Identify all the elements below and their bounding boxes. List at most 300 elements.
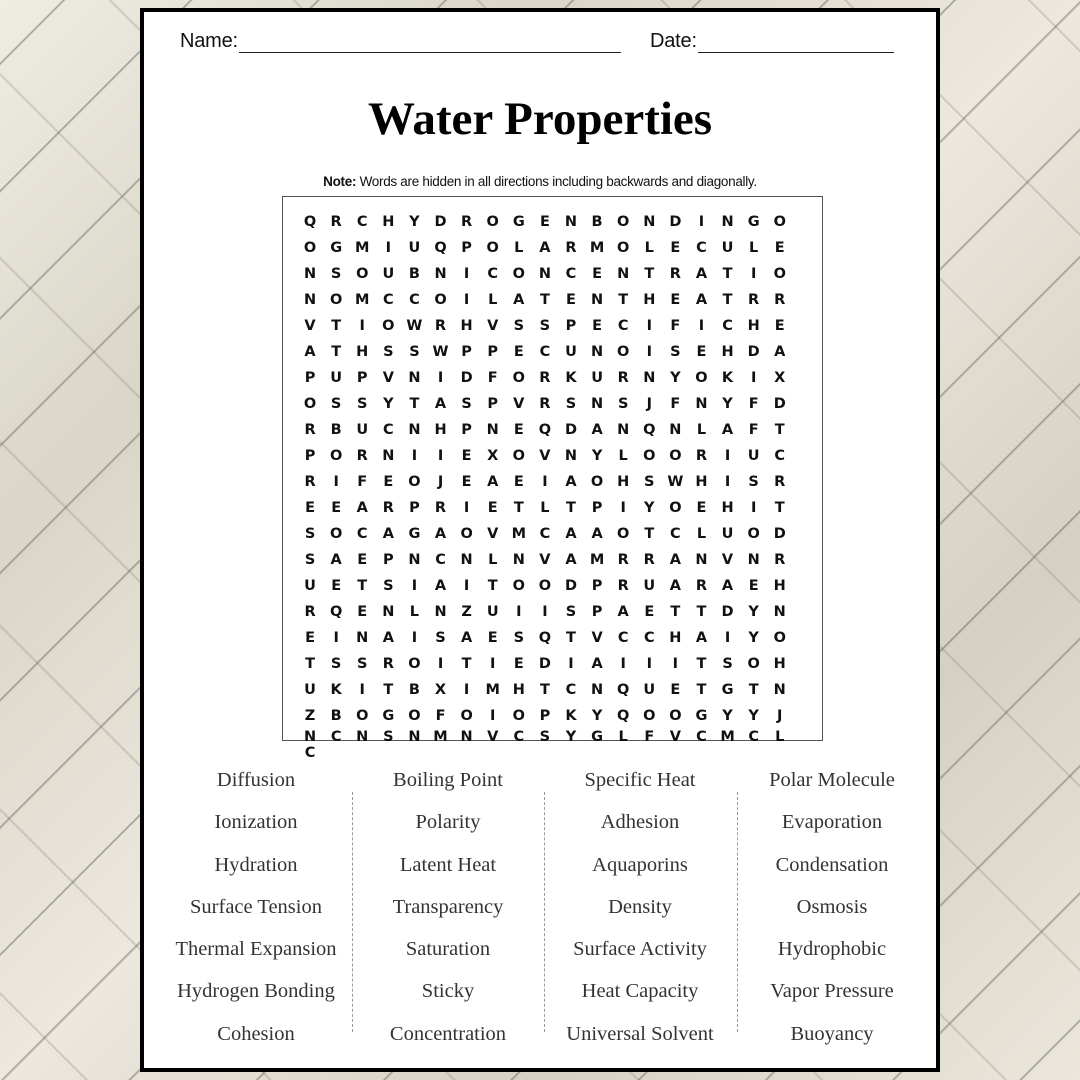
- grid-letter[interactable]: T: [644, 526, 655, 542]
- grid-letter[interactable]: A: [591, 422, 603, 438]
- grid-letter[interactable]: M: [589, 240, 605, 256]
- grid-letter[interactable]: N: [773, 604, 786, 620]
- grid-letter[interactable]: H: [617, 474, 630, 490]
- grid-letter[interactable]: T: [644, 266, 655, 282]
- grid-letter[interactable]: N: [695, 552, 708, 568]
- grid-letter[interactable]: R: [330, 214, 342, 230]
- grid-letter[interactable]: O: [329, 526, 343, 542]
- grid-letter[interactable]: T: [696, 604, 707, 620]
- grid-letter[interactable]: K: [565, 708, 577, 724]
- grid-letter[interactable]: M: [485, 682, 500, 698]
- grid-letter[interactable]: C: [565, 682, 577, 698]
- grid-letter[interactable]: R: [356, 448, 368, 464]
- grid-letter[interactable]: V: [304, 318, 316, 334]
- grid-letter[interactable]: T: [539, 682, 550, 698]
- grid-letter[interactable]: A: [487, 474, 499, 490]
- grid-letter[interactable]: G: [591, 729, 604, 745]
- grid-letter[interactable]: E: [696, 500, 707, 516]
- grid-letter[interactable]: G: [512, 214, 525, 230]
- grid-letter[interactable]: P: [304, 448, 316, 464]
- grid-letter[interactable]: C: [330, 729, 342, 745]
- grid-letter[interactable]: F: [435, 708, 446, 724]
- grid-letter[interactable]: I: [724, 474, 731, 490]
- grid-letter[interactable]: O: [538, 578, 552, 594]
- grid-letter[interactable]: Y: [565, 729, 577, 745]
- grid-letter[interactable]: P: [461, 422, 472, 438]
- grid-letter[interactable]: D: [721, 604, 734, 620]
- grid-letter[interactable]: A: [695, 292, 708, 308]
- grid-letter[interactable]: O: [643, 708, 656, 724]
- grid-letter[interactable]: N: [564, 214, 578, 230]
- grid-letter[interactable]: N: [382, 448, 395, 464]
- grid-letter[interactable]: Y: [748, 604, 759, 620]
- grid-letter[interactable]: I: [437, 370, 444, 386]
- grid-letter[interactable]: S: [565, 604, 577, 620]
- grid-letter[interactable]: H: [356, 344, 369, 360]
- grid-letter[interactable]: I: [411, 578, 418, 594]
- grid-letter[interactable]: T: [748, 682, 759, 698]
- grid-letter[interactable]: R: [643, 552, 655, 568]
- grid-letter[interactable]: G: [330, 240, 343, 256]
- grid-letter[interactable]: P: [591, 578, 603, 594]
- grid-letter[interactable]: F: [670, 396, 681, 412]
- grid-letter[interactable]: U: [747, 448, 760, 464]
- grid-letter[interactable]: S: [383, 578, 394, 594]
- grid-letter[interactable]: G: [382, 708, 395, 724]
- grid-letter[interactable]: B: [330, 422, 342, 438]
- grid-letter[interactable]: N: [356, 729, 369, 745]
- grid-letter[interactable]: T: [774, 422, 785, 438]
- grid-letter[interactable]: T: [722, 266, 733, 282]
- grid-letter[interactable]: R: [382, 656, 394, 672]
- grid-letter[interactable]: P: [356, 370, 368, 386]
- grid-letter[interactable]: P: [591, 604, 603, 620]
- grid-letter[interactable]: C: [304, 745, 316, 761]
- grid-letter[interactable]: R: [695, 448, 708, 464]
- grid-letter[interactable]: T: [383, 682, 394, 698]
- grid-letter[interactable]: U: [565, 344, 577, 360]
- grid-letter[interactable]: D: [564, 578, 577, 594]
- grid-letter[interactable]: O: [303, 396, 317, 412]
- grid-letter[interactable]: E: [461, 448, 472, 464]
- grid-letter[interactable]: E: [513, 422, 524, 438]
- grid-letter[interactable]: T: [539, 292, 550, 308]
- grid-letter[interactable]: W: [432, 344, 449, 360]
- grid-letter[interactable]: H: [773, 578, 786, 594]
- grid-letter[interactable]: P: [591, 500, 603, 516]
- grid-letter[interactable]: T: [722, 292, 733, 308]
- grid-letter[interactable]: S: [357, 396, 368, 412]
- grid-letter[interactable]: K: [565, 370, 577, 386]
- grid-letter[interactable]: A: [356, 500, 368, 516]
- grid-letter[interactable]: H: [773, 656, 786, 672]
- grid-letter[interactable]: Y: [748, 708, 759, 724]
- grid-letter[interactable]: R: [539, 370, 551, 386]
- grid-letter[interactable]: I: [333, 474, 339, 490]
- grid-letter[interactable]: M: [433, 729, 448, 745]
- grid-letter[interactable]: T: [696, 682, 707, 698]
- grid-letter[interactable]: O: [590, 474, 604, 490]
- grid-letter[interactable]: O: [669, 448, 682, 464]
- grid-letter[interactable]: C: [696, 240, 707, 256]
- grid-letter[interactable]: L: [488, 552, 498, 568]
- grid-letter[interactable]: J: [777, 708, 783, 724]
- grid-letter[interactable]: N: [617, 266, 630, 282]
- grid-letter[interactable]: V: [591, 630, 603, 646]
- grid-letter[interactable]: R: [304, 422, 316, 438]
- grid-letter[interactable]: O: [747, 526, 760, 542]
- grid-letter[interactable]: B: [408, 266, 420, 282]
- grid-letter[interactable]: E: [331, 500, 342, 516]
- date-field[interactable]: [650, 30, 894, 53]
- grid-letter[interactable]: R: [774, 474, 786, 490]
- grid-letter[interactable]: Q: [538, 422, 552, 438]
- grid-letter[interactable]: C: [383, 292, 394, 308]
- grid-letter[interactable]: F: [357, 474, 368, 490]
- grid-letter[interactable]: I: [646, 318, 652, 334]
- grid-letter[interactable]: N: [434, 604, 447, 620]
- grid-letter[interactable]: C: [722, 318, 733, 334]
- grid-letter[interactable]: E: [774, 318, 785, 334]
- grid-letter[interactable]: C: [409, 292, 420, 308]
- grid-letter[interactable]: T: [331, 318, 342, 334]
- grid-letter[interactable]: C: [356, 526, 368, 542]
- grid-letter[interactable]: P: [304, 370, 316, 386]
- grid-letter[interactable]: I: [411, 448, 418, 464]
- grid-letter[interactable]: U: [304, 578, 316, 594]
- grid-letter[interactable]: A: [695, 266, 708, 282]
- grid-letter[interactable]: I: [646, 344, 652, 360]
- grid-letter[interactable]: I: [646, 656, 652, 672]
- grid-letter[interactable]: Y: [722, 396, 733, 412]
- grid-letter[interactable]: N: [460, 552, 473, 568]
- grid-letter[interactable]: O: [617, 526, 630, 542]
- grid-letter[interactable]: A: [434, 526, 447, 542]
- grid-letter[interactable]: H: [695, 474, 708, 490]
- grid-letter[interactable]: P: [409, 500, 420, 516]
- grid-letter[interactable]: Q: [434, 240, 447, 256]
- grid-letter[interactable]: I: [437, 656, 444, 672]
- grid-letter[interactable]: V: [513, 396, 525, 412]
- grid-letter[interactable]: N: [564, 448, 578, 464]
- grid-letter[interactable]: V: [487, 526, 499, 542]
- grid-letter[interactable]: S: [330, 266, 342, 282]
- grid-letter[interactable]: S: [357, 656, 368, 672]
- grid-letter[interactable]: O: [773, 214, 786, 230]
- grid-letter[interactable]: U: [591, 370, 603, 386]
- grid-letter[interactable]: O: [747, 656, 760, 672]
- grid-letter[interactable]: T: [618, 292, 629, 308]
- grid-letter[interactable]: Y: [644, 500, 655, 516]
- grid-letter[interactable]: F: [644, 729, 655, 745]
- grid-letter[interactable]: A: [304, 344, 316, 360]
- grid-letter[interactable]: U: [304, 682, 316, 698]
- grid-letter[interactable]: I: [437, 448, 444, 464]
- date-blank-line[interactable]: [698, 32, 894, 53]
- grid-letter[interactable]: P: [383, 552, 394, 568]
- grid-letter[interactable]: H: [747, 318, 760, 334]
- grid-letter[interactable]: E: [774, 240, 785, 256]
- grid-letter[interactable]: I: [463, 578, 470, 594]
- grid-letter[interactable]: U: [408, 240, 421, 256]
- grid-letter[interactable]: N: [773, 682, 786, 698]
- grid-letter[interactable]: T: [670, 604, 681, 620]
- grid-letter[interactable]: R: [304, 474, 316, 490]
- grid-letter[interactable]: I: [724, 630, 731, 646]
- grid-letter[interactable]: T: [566, 500, 576, 516]
- grid-letter[interactable]: E: [487, 630, 498, 646]
- grid-letter[interactable]: A: [382, 630, 394, 646]
- grid-letter[interactable]: I: [359, 318, 365, 334]
- grid-letter[interactable]: A: [669, 552, 681, 568]
- grid-letter[interactable]: P: [539, 708, 551, 724]
- grid-letter[interactable]: C: [356, 214, 368, 230]
- grid-letter[interactable]: S: [670, 344, 681, 360]
- grid-letter[interactable]: I: [490, 708, 496, 724]
- grid-letter[interactable]: B: [408, 682, 420, 698]
- grid-letter[interactable]: L: [409, 604, 420, 620]
- grid-letter[interactable]: Y: [383, 396, 394, 412]
- grid-letter[interactable]: L: [618, 729, 628, 745]
- grid-letter[interactable]: V: [669, 729, 681, 745]
- grid-letter[interactable]: I: [463, 292, 470, 308]
- grid-letter[interactable]: E: [670, 292, 681, 308]
- grid-letter[interactable]: N: [408, 422, 421, 438]
- grid-letter[interactable]: I: [698, 214, 705, 230]
- grid-letter[interactable]: N: [538, 266, 551, 282]
- grid-letter[interactable]: Q: [617, 682, 630, 698]
- grid-letter[interactable]: N: [643, 370, 656, 386]
- grid-letter[interactable]: O: [356, 266, 369, 282]
- grid-letter[interactable]: S: [383, 729, 394, 745]
- grid-letter[interactable]: T: [409, 396, 420, 412]
- grid-letter[interactable]: I: [463, 500, 470, 516]
- grid-letter[interactable]: A: [513, 292, 525, 308]
- grid-letter[interactable]: C: [539, 344, 551, 360]
- grid-letter[interactable]: D: [669, 214, 682, 230]
- grid-letter[interactable]: I: [463, 266, 470, 282]
- grid-letter[interactable]: N: [408, 729, 421, 745]
- grid-letter[interactable]: R: [565, 240, 577, 256]
- grid-letter[interactable]: T: [461, 656, 472, 672]
- grid-letter[interactable]: O: [486, 214, 499, 230]
- grid-letter[interactable]: A: [565, 552, 577, 568]
- grid-letter[interactable]: R: [304, 604, 316, 620]
- grid-letter[interactable]: O: [512, 448, 525, 464]
- grid-letter[interactable]: Y: [591, 448, 603, 464]
- grid-letter[interactable]: O: [460, 708, 473, 724]
- grid-letter[interactable]: R: [617, 552, 629, 568]
- grid-letter[interactable]: T: [774, 500, 785, 516]
- grid-letter[interactable]: H: [721, 344, 734, 360]
- grid-letter[interactable]: O: [695, 370, 708, 386]
- grid-letter[interactable]: N: [408, 370, 421, 386]
- grid-letter[interactable]: O: [773, 630, 786, 646]
- grid-letter[interactable]: S: [383, 344, 394, 360]
- grid-letter[interactable]: C: [643, 630, 655, 646]
- grid-letter[interactable]: I: [698, 318, 705, 334]
- grid-letter[interactable]: Z: [304, 708, 316, 724]
- grid-letter[interactable]: N: [747, 552, 760, 568]
- grid-letter[interactable]: D: [773, 396, 786, 412]
- grid-letter[interactable]: S: [748, 474, 759, 490]
- grid-letter[interactable]: D: [538, 656, 551, 672]
- grid-letter[interactable]: R: [669, 266, 681, 282]
- grid-letter[interactable]: C: [565, 266, 577, 282]
- grid-letter[interactable]: L: [644, 240, 654, 256]
- grid-letter[interactable]: O: [617, 214, 630, 230]
- grid-letter[interactable]: T: [487, 578, 498, 594]
- grid-letter[interactable]: H: [460, 318, 473, 334]
- grid-letter[interactable]: O: [773, 266, 786, 282]
- grid-letter[interactable]: P: [461, 344, 472, 360]
- grid-letter[interactable]: A: [695, 630, 708, 646]
- grid-letter[interactable]: O: [382, 318, 395, 334]
- grid-letter[interactable]: K: [721, 370, 734, 386]
- grid-letter[interactable]: N: [591, 292, 604, 308]
- name-blank-line[interactable]: [239, 32, 621, 53]
- grid-letter[interactable]: L: [749, 240, 759, 256]
- grid-letter[interactable]: D: [564, 422, 577, 438]
- grid-letter[interactable]: E: [513, 656, 524, 672]
- grid-letter[interactable]: E: [305, 630, 315, 646]
- grid-letter[interactable]: C: [617, 630, 629, 646]
- grid-letter[interactable]: O: [408, 656, 421, 672]
- grid-letter[interactable]: L: [775, 729, 785, 745]
- grid-letter[interactable]: N: [591, 682, 604, 698]
- grid-letter[interactable]: U: [330, 370, 343, 386]
- grid-letter[interactable]: I: [568, 656, 574, 672]
- grid-letter[interactable]: C: [617, 318, 629, 334]
- grid-letter[interactable]: I: [516, 604, 522, 620]
- grid-letter[interactable]: T: [331, 344, 342, 360]
- grid-letter[interactable]: I: [542, 604, 548, 620]
- grid-letter[interactable]: D: [460, 370, 473, 386]
- grid-letter[interactable]: W: [406, 318, 423, 334]
- grid-letter[interactable]: Y: [409, 214, 420, 230]
- grid-letter[interactable]: R: [774, 552, 786, 568]
- grid-letter[interactable]: M: [355, 292, 370, 308]
- grid-letter[interactable]: U: [721, 240, 734, 256]
- grid-letter[interactable]: X: [434, 682, 447, 698]
- grid-letter[interactable]: O: [408, 474, 421, 490]
- grid-letter[interactable]: R: [774, 292, 786, 308]
- grid-letter[interactable]: O: [512, 708, 525, 724]
- grid-letter[interactable]: U: [643, 578, 656, 594]
- grid-letter[interactable]: V: [539, 552, 551, 568]
- grid-letter[interactable]: A: [565, 474, 577, 490]
- grid-letter[interactable]: U: [382, 266, 395, 282]
- grid-letter[interactable]: N: [303, 266, 317, 282]
- grid-letter[interactable]: O: [512, 578, 525, 594]
- grid-letter[interactable]: S: [565, 396, 577, 412]
- grid-letter[interactable]: O: [329, 448, 343, 464]
- grid-letter[interactable]: P: [487, 396, 499, 412]
- grid-letter[interactable]: S: [304, 526, 316, 542]
- grid-letter[interactable]: E: [357, 604, 368, 620]
- grid-letter[interactable]: E: [696, 344, 707, 360]
- grid-letter[interactable]: O: [512, 370, 525, 386]
- grid-letter[interactable]: A: [591, 656, 603, 672]
- grid-letter[interactable]: N: [643, 214, 656, 230]
- grid-letter[interactable]: D: [747, 344, 760, 360]
- grid-letter[interactable]: A: [669, 578, 681, 594]
- grid-letter[interactable]: E: [513, 474, 524, 490]
- grid-letter[interactable]: N: [460, 729, 473, 745]
- grid-letter[interactable]: G: [695, 708, 708, 724]
- grid-letter[interactable]: C: [774, 448, 786, 464]
- grid-letter[interactable]: F: [748, 422, 759, 438]
- grid-letter[interactable]: H: [512, 682, 525, 698]
- grid-letter[interactable]: S: [330, 396, 342, 412]
- grid-letter[interactable]: H: [434, 422, 447, 438]
- grid-letter[interactable]: O: [617, 240, 630, 256]
- grid-letter[interactable]: L: [618, 448, 628, 464]
- grid-letter[interactable]: Q: [538, 630, 552, 646]
- grid-letter[interactable]: Q: [617, 708, 630, 724]
- grid-letter[interactable]: F: [748, 396, 759, 412]
- grid-letter[interactable]: V: [382, 370, 394, 386]
- grid-letter[interactable]: D: [434, 214, 447, 230]
- grid-letter[interactable]: E: [461, 474, 472, 490]
- grid-letter[interactable]: R: [461, 214, 473, 230]
- grid-letter[interactable]: L: [696, 526, 707, 542]
- grid-letter[interactable]: R: [695, 578, 708, 594]
- grid-letter[interactable]: O: [329, 292, 343, 308]
- grid-letter[interactable]: E: [305, 500, 315, 516]
- grid-letter[interactable]: E: [670, 682, 681, 698]
- grid-letter[interactable]: H: [721, 500, 734, 516]
- grid-letter[interactable]: E: [592, 266, 603, 282]
- grid-letter[interactable]: M: [720, 729, 735, 745]
- grid-letter[interactable]: B: [330, 708, 342, 724]
- grid-letter[interactable]: I: [463, 682, 470, 698]
- grid-letter[interactable]: G: [408, 526, 421, 542]
- grid-letter[interactable]: G: [721, 682, 734, 698]
- grid-letter[interactable]: J: [437, 474, 444, 490]
- grid-letter[interactable]: H: [643, 292, 656, 308]
- grid-letter[interactable]: S: [539, 729, 551, 745]
- grid-letter[interactable]: S: [304, 552, 316, 568]
- grid-letter[interactable]: N: [356, 630, 369, 646]
- grid-letter[interactable]: S: [539, 318, 551, 334]
- grid-letter[interactable]: I: [750, 370, 757, 386]
- grid-letter[interactable]: M: [511, 526, 527, 542]
- grid-letter[interactable]: V: [539, 448, 551, 464]
- grid-letter[interactable]: N: [695, 396, 708, 412]
- grid-letter[interactable]: M: [355, 240, 370, 256]
- grid-letter[interactable]: U: [721, 526, 734, 542]
- grid-letter[interactable]: V: [487, 318, 499, 334]
- grid-letter[interactable]: E: [592, 318, 603, 334]
- grid-letter[interactable]: U: [486, 604, 499, 620]
- grid-letter[interactable]: L: [514, 240, 524, 256]
- grid-letter[interactable]: P: [565, 318, 577, 334]
- grid-letter[interactable]: O: [617, 344, 630, 360]
- grid-letter[interactable]: S: [513, 318, 525, 334]
- grid-letter[interactable]: E: [644, 604, 655, 620]
- grid-letter[interactable]: E: [357, 552, 368, 568]
- grid-letter[interactable]: N: [721, 214, 734, 230]
- grid-letter[interactable]: N: [303, 729, 317, 745]
- grid-letter[interactable]: R: [748, 292, 760, 308]
- grid-letter[interactable]: R: [617, 370, 629, 386]
- grid-letter[interactable]: E: [331, 578, 342, 594]
- grid-letter[interactable]: K: [330, 682, 342, 698]
- grid-letter[interactable]: O: [643, 448, 656, 464]
- grid-letter[interactable]: Q: [329, 604, 343, 620]
- grid-letter[interactable]: E: [487, 500, 498, 516]
